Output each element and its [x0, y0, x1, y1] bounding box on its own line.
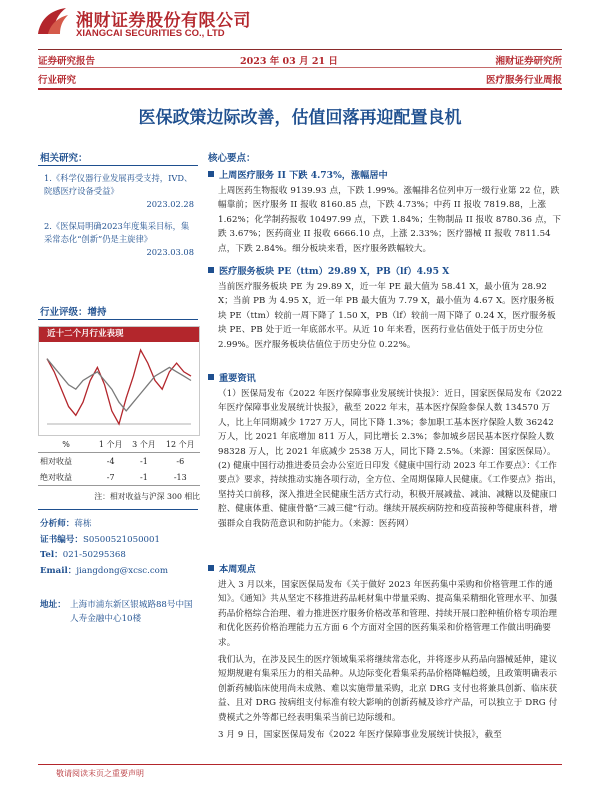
section-title: 本周观点: [208, 561, 563, 575]
footer-bar: [38, 764, 562, 765]
series-line-1: [47, 359, 191, 411]
row-label: 绝对收益: [40, 472, 72, 482]
table-header-cell: 12 个月: [165, 439, 195, 449]
section-weekly-view: [208, 561, 563, 742]
performance-chart: [39, 342, 199, 434]
section-title: 上周医疗服务 II 下跌 4.73%，涨幅居中: [208, 167, 563, 181]
related-item-date: 2023.02.28: [146, 199, 194, 210]
square-bullet-icon: [208, 171, 214, 177]
section-news: [208, 370, 563, 531]
analyst-name: 蒋栋: [74, 519, 92, 529]
section-paragraph: 3 月 9 日，国家医保局发布《2022 年医疗保障事业发展统计快报》，截至: [218, 730, 502, 741]
related-item-date: 2023.03.08: [146, 247, 194, 258]
related-item-text[interactable]: 2.《医保局明确2023年度集采目标，集采常态化“创新”仍是主旋律》: [44, 221, 190, 244]
square-bullet-icon: [208, 374, 214, 380]
report-title: 医保政策边际改善，估值回落再迎配置良机: [138, 108, 462, 128]
performance-chart-box: [38, 326, 200, 436]
section-paragraph: 当前医疗服务板块 PE 为 29.89 X，近一年 PE 最大值为 58.41 X，最小值为 28.92 X；当前 PB 为 4.95 X，近一年 PB 最大值为 7.79 X，最小值为 4.67 X。医疗服务板块 PE（ttm）较前一周下降了 1.50 X，PB（lf）较前一周下降了 0.24 X，医疗服务板块 PE、PB 处于近一年底部水平。从近 10 年来看，医药行业估值处于低于历史分位 2.99%。医疗服务板块估值位于历史分位 0.22%。: [218, 282, 556, 350]
table-cell: -7: [106, 472, 115, 482]
report-type: 证券研究报告: [38, 56, 96, 67]
cert-row: [40, 533, 200, 549]
company-name-en: XIANGCAI SECURITIES CO., LTD: [76, 28, 225, 39]
section-paragraph: 进入 3 月以来，国家医保局发布《关于做好 2023 年医药集中采购和价格管理工作的通知》。《通知》共从坚定不移推进药品耗材集中带量采购、提高集采精细化管理水平、加强药品价格综合治理、着力推进医疗服务价格改革和管理、持续开展口腔种植价格专项治理和优化医药价格治理能力五方面 6 个方面对全国的医药集采和价格管理工作做出明确要求。: [218, 580, 558, 648]
email-link[interactable]: jiangdong@xcsc.com: [76, 565, 168, 576]
email-label: Email：: [40, 565, 77, 576]
address-label: 地址：: [40, 600, 66, 610]
tel-label: Tel：: [40, 550, 63, 560]
table-cell: -6: [176, 456, 185, 466]
table-cell: -1: [140, 472, 148, 482]
table-header-cell: 1 个月: [98, 439, 123, 449]
table-header-cell: 3 个月: [132, 439, 156, 449]
related-item[interactable]: [44, 172, 194, 211]
table-cell: -4: [106, 456, 115, 466]
core-points-label: 核心要点：: [208, 153, 256, 164]
square-bullet-icon: [208, 565, 214, 571]
table-cell: -1: [140, 456, 148, 466]
section-paragraph: 上周医药生物报收 9139.93 点，下跌 1.99%。涨幅排名位列申万一级行业第 22 位，跌幅靠前；医疗服务 II 报收 8160.85 点，下跌 4.73%；中药 II 报收 7819.88，上涨 1.62%；化学制药报收 10497.99 点，下跌 1.84%；生物制品 II 报收 8780.36 点，下跌 3.67%；医药商业 II 报收 6666.10 点，上涨 2.33%；医疗器械 II 报收 7811.54 点，下跌 2.84%。细分板块来看，医疗服务跌幅较大。: [218, 186, 562, 254]
footer-disclaimer: 敬请阅读末页之重要声明: [56, 769, 144, 778]
table-header-cell: %: [62, 439, 70, 449]
cert-number: S0500521050001: [82, 534, 160, 545]
analyst-label: 分析师：: [40, 519, 75, 529]
table-cell: -13: [173, 472, 187, 482]
section-paragraph: （1）医保局发布《2022 年医疗保障事业发展统计快报》：近日，国家医保局发布《2022 年医疗保障事业发展统计快报》，截至 2022 年末，基本医疗保险参保人数 134570 万人，比上年同期减少 1727 万人，同比下降 1.3%；参加职工基本医疗保险人数 36242 万人，比 2021 年底增加 811 万人，同比增长 2.3%；参加城乡居民基本医疗保险人数 98328 万人，比 2021 年底减少 2538 万人，同比下降 2.5%。（来源：国家医保局）。(2) 健康中国行动推进委员会办公室近日印发《健康中国行动 2023 年工作要点》：《工作要点》要求，持续推动实施各项行动，全方位、全周期保障人民健康。《工作要点》指出，坚持关口前移，深入推进全民健康生活方式行动，积极开展减盐、减油、减糖以及健康口腔、健康体重、健康骨骼“三减三健”行动。继续开展疾病防控和疫苗接种等健康科普，增强群众自我防范意识和防护能力。（来源：医药网）: [218, 389, 563, 529]
row-label: 相对收益: [40, 456, 72, 466]
rating-label: 行业评级：: [40, 307, 88, 318]
section-valuation: [208, 263, 563, 352]
address-block: [40, 598, 200, 626]
related-research-title: 相关研究：: [40, 153, 88, 164]
address-value: 上海市浦东新区银城路88号中国人寿金融中心10楼: [70, 600, 193, 624]
chart-caption: 近十二个月行业表现: [39, 327, 199, 342]
report-date: 2023 年 03 月 21 日: [240, 56, 338, 67]
table-row: [38, 453, 200, 470]
report-category: 行业研究: [38, 75, 77, 86]
analyst-block: [40, 517, 200, 579]
company-name-cn: 湘财证券股份有限公司: [76, 11, 251, 31]
section-paragraph: 我们认为，在涉及民生的医疗领域集采将继续常态化，并将逐步从药品向器械延伸，建议短期规避有集采压力的相关品种。从边际变化看集采药品价格降幅趋缓，且政策明确表示创新药械临床使用尚未成熟、难以实施带量采购，北京 DRG 支付也将兼具创新、临床获益、且对 DRG 按病组支付标准有较大影响的创新药械及诊疗产品，可以独立于 DRG 付费模式之外等都已经表明集采当前已边际缓和。: [218, 655, 558, 723]
institute-name: 湘财证券研究所: [495, 56, 562, 67]
series-line-0: [47, 350, 191, 424]
cert-label: 证书编号：: [40, 534, 83, 545]
analyst-row: [40, 517, 200, 533]
company-logo: [36, 6, 70, 36]
section-title: 重要资讯: [208, 370, 563, 384]
report-name: 医疗服务行业周报: [485, 75, 562, 86]
table-row: [38, 469, 200, 486]
email-row: [40, 564, 200, 580]
performance-table: [38, 436, 200, 502]
related-item[interactable]: [44, 220, 194, 259]
square-bullet-icon: [208, 267, 214, 273]
industry-rating: [40, 304, 107, 318]
section-weekly-market: [208, 167, 563, 256]
section-title: 医疗服务板块 PE（ttm）29.89 X，PB（lf）4.95 X: [208, 263, 563, 277]
table-note: 注：相对收益与沪深 300 相比: [94, 492, 200, 501]
related-item-text[interactable]: 1.《科学仪器行业发展再受支持，IVD、院感医疗设备受益》: [44, 173, 193, 196]
tel-number: 021-50295368: [62, 550, 126, 560]
rating-value: 增持: [87, 307, 107, 318]
tel-row: [40, 548, 200, 564]
